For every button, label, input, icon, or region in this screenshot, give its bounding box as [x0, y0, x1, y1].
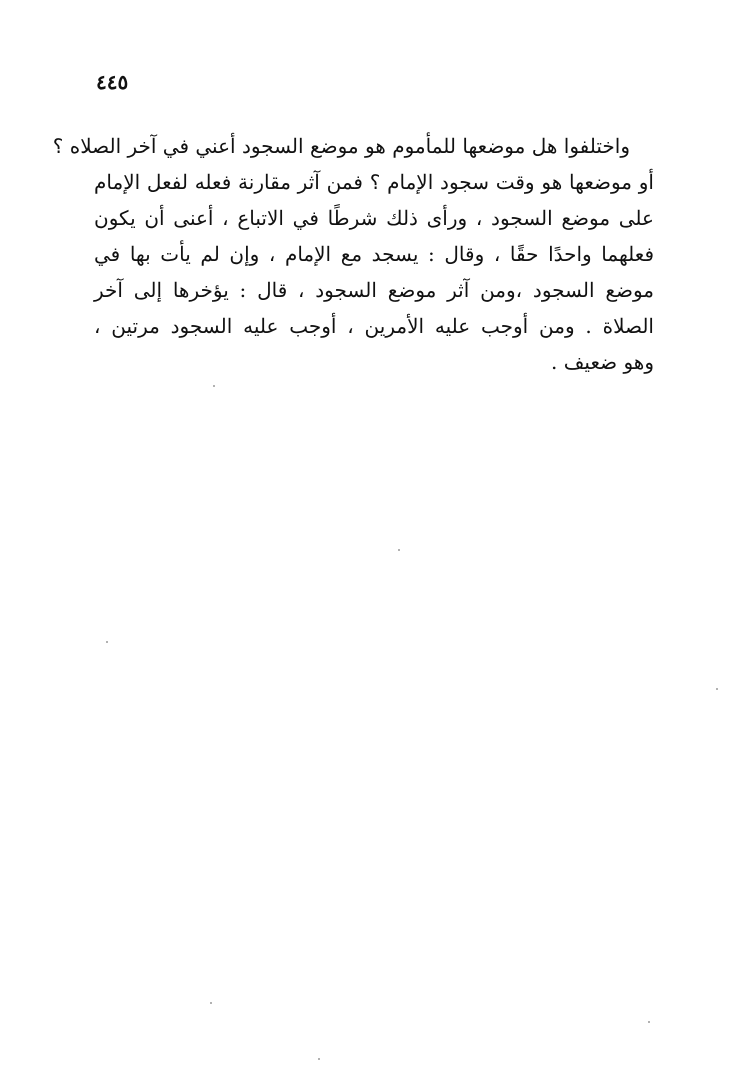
text-line: واختلفوا هل موضعها للمأموم هو موضع السجود أعني في آخر الصلاه ؟ [52, 134, 630, 158]
text-line: موضع السجود ،ومن آثر موضع السجود ، قال : يؤخرها إلى آخر [94, 278, 654, 302]
text-line: الصلاة . ومن أوجب عليه الأمرين ، أوجب عليه السجود مرتين ، [94, 314, 654, 338]
scan-speck [318, 1058, 320, 1060]
scan-speck [716, 688, 718, 690]
scan-speck [210, 1002, 212, 1004]
scan-speck [648, 1021, 650, 1023]
body-paragraph [52, 128, 654, 380]
page-number: ٤٤٥ [96, 70, 129, 94]
text-line: على موضع السجود ، ورأى ذلك شرطًا في الاتباع ، أعنى أن يكون [94, 206, 654, 230]
text-line: فعلهما واحدًا حقًا ، وقال : يسجد مع الإمام ، وإن لم يأت بها في [94, 242, 654, 266]
scan-speck [398, 549, 400, 551]
text-line: أو موضعها هو وقت سجود الإمام ؟ فمن آثر مقارنة فعله لفعل الإمام [94, 170, 654, 194]
scan-speck [106, 641, 108, 643]
text-line: وهو ضعيف . [551, 350, 654, 374]
scan-speck [213, 385, 215, 387]
